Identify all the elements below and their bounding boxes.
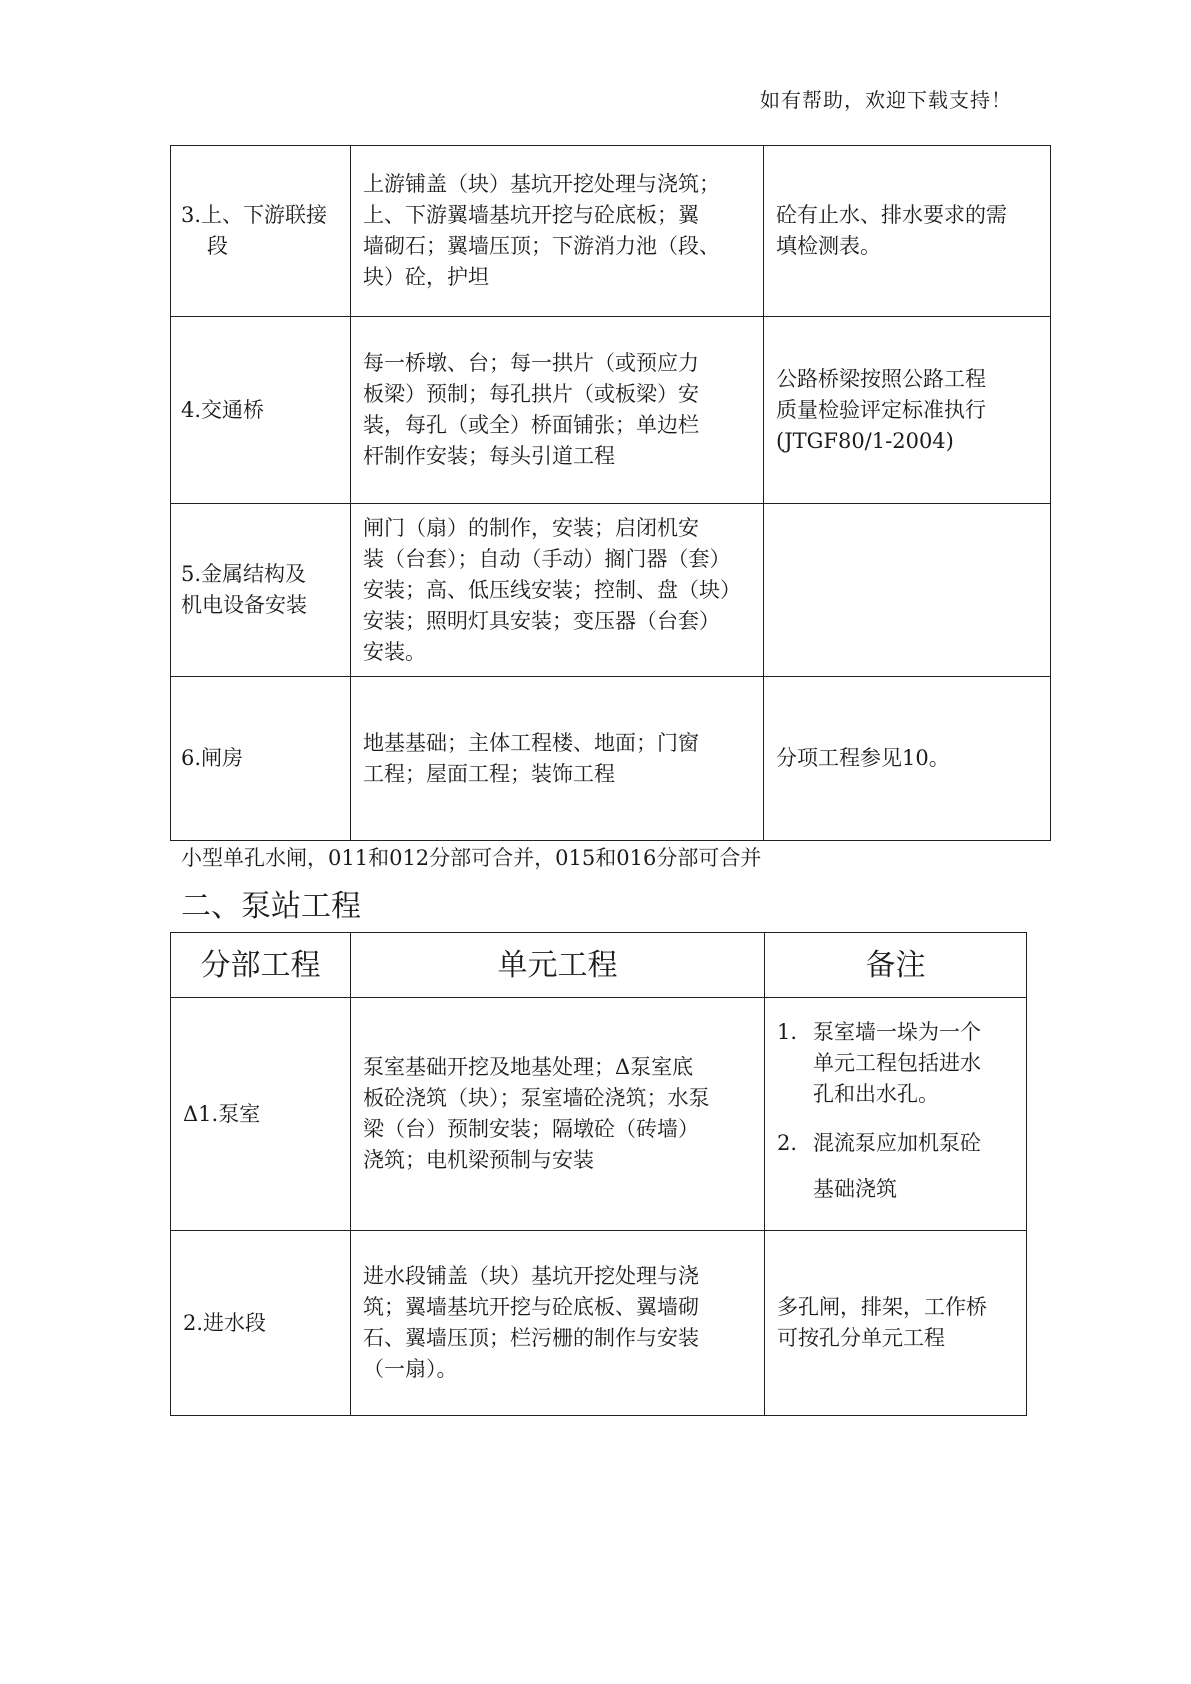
remarks-line: 泵室墙一垛为一个 [813,1019,981,1044]
units-line: （一扇）。 [363,1357,458,1381]
table-row [171,146,1051,317]
remarks-line: 孔和出水孔。 [813,1081,939,1106]
remarks-line: 基础浇筑 [813,1176,897,1201]
division-line: 5.金属结构及 [181,562,307,586]
division-cell [171,677,351,841]
remarks-line: 分项工程参见10。 [776,746,950,770]
division-cell: 2.进水段 [171,1231,351,1416]
units-cell [351,677,764,841]
remarks-line: 公路桥梁按照公路工程 [776,366,986,391]
remarks-cell [764,317,1051,504]
remarks-cell [764,146,1051,317]
list-item [777,1017,1014,1110]
header-row [171,933,1027,998]
units-line: 进水段铺盖（块）基坑开挖处理与浇 [363,1264,699,1288]
remarks-line: 填检测表。 [776,234,881,258]
list-item [777,1120,1014,1212]
units-line: 工程；屋面工程；装饰工程 [363,761,615,786]
remarks-cell [765,998,1027,1231]
table-row [171,998,1027,1231]
units-line: 杆制作安装；每头引道工程 [363,444,615,468]
units-line: 闸门（扇）的制作，安装；启闭机安 [363,515,699,540]
units-line: 安装。 [363,639,426,664]
units-line: 地基基础；主体工程楼、地面；门窗 [363,730,699,755]
remarks-cell [765,1231,1027,1416]
merge-note: 小型单孔水闸，011和012分部可合并，015和016分部可合并 [181,846,762,870]
units-cell [351,146,764,317]
units-line: 上、下游翼墙基坑开挖与砼底板；翼 [363,203,699,227]
list-number: 1. [777,1019,798,1044]
units-line: 梁（台）预制安装；隔墩砼（砖墙） [363,1117,699,1141]
units-cell [351,998,765,1231]
remarks-cell [764,677,1051,841]
division-line: 机电设备安装 [181,593,307,617]
table-row [171,504,1051,677]
remarks-line: 砼有止水、排水要求的需 [776,203,1007,227]
units-line: 浇筑；电机梁预制与安装 [363,1148,594,1172]
units-line: 上游铺盖（块）基坑开挖处理与浇筑； [363,172,720,196]
list-number: 2. [777,1130,798,1155]
units-line: 装（台套）；自动（手动）搁门器（套） [363,546,731,571]
table-row [171,677,1051,841]
units-line: 装，每孔（或全）桥面铺张；单边栏 [363,413,699,437]
units-line: 泵室基础开挖及地基处理；Δ泵室底 [363,1055,694,1079]
division-cell [171,146,351,317]
remarks-list [777,1017,1014,1212]
remarks-line: 多孔闸，排架，工作桥 [777,1295,987,1319]
remarks-cell [764,504,1051,677]
remarks-line: (JTGF80/1-2004) [776,428,954,453]
units-line: 筑；翼墙基坑开挖与砼底板、翼墙砌 [363,1295,699,1319]
units-line: 安装；照明灯具安装；变压器（台套） [363,608,720,633]
division-cell [171,504,351,677]
section-title: 二、泵站工程 [181,889,361,924]
units-line: 板梁）预制；每孔拱片（或板梁）安 [363,382,699,406]
units-line: 墙砌石；翼墙压顶；下游消力池（段、 [363,234,720,258]
division-line: 段 [207,234,228,258]
division-cell [171,317,351,504]
table-row [171,317,1051,504]
units-cell [351,504,764,677]
units-line: 石、翼墙压顶；栏污栅的制作与安装 [363,1326,699,1350]
division-line: 3.上、下游联接 [181,203,328,227]
units-line: 安装；高、低压线安装；控制、盘（块） [363,577,741,602]
pump-station-table [170,932,1027,1416]
units-cell [351,317,764,504]
remarks-line: 质量检验评定标准执行 [776,397,986,422]
sluice-division-table [170,145,1051,841]
division-line: 6.闸房 [181,746,244,770]
column-header: 备注 [765,933,1027,998]
remarks-line: 单元工程包括进水 [813,1050,981,1075]
units-line: 块）砼，护坦 [363,265,489,289]
header-note: 如有帮助，欢迎下载支持！ [760,88,1012,112]
column-header: 分部工程 [171,933,351,998]
units-line: 板砼浇筑（块）；泵室墙砼浇筑；水泵 [363,1086,710,1110]
remarks-line: 混流泵应加机泵砼 [813,1130,981,1155]
division-cell: Δ1.泵室 [171,998,351,1231]
table-row [171,1231,1027,1416]
units-line: 每一桥墩、台；每一拱片（或预应力 [363,351,699,375]
units-cell [351,1231,765,1416]
remarks-line: 可按孔分单元工程 [777,1326,945,1350]
division-line: 4.交通桥 [181,397,265,422]
column-header: 单元工程 [351,933,765,998]
